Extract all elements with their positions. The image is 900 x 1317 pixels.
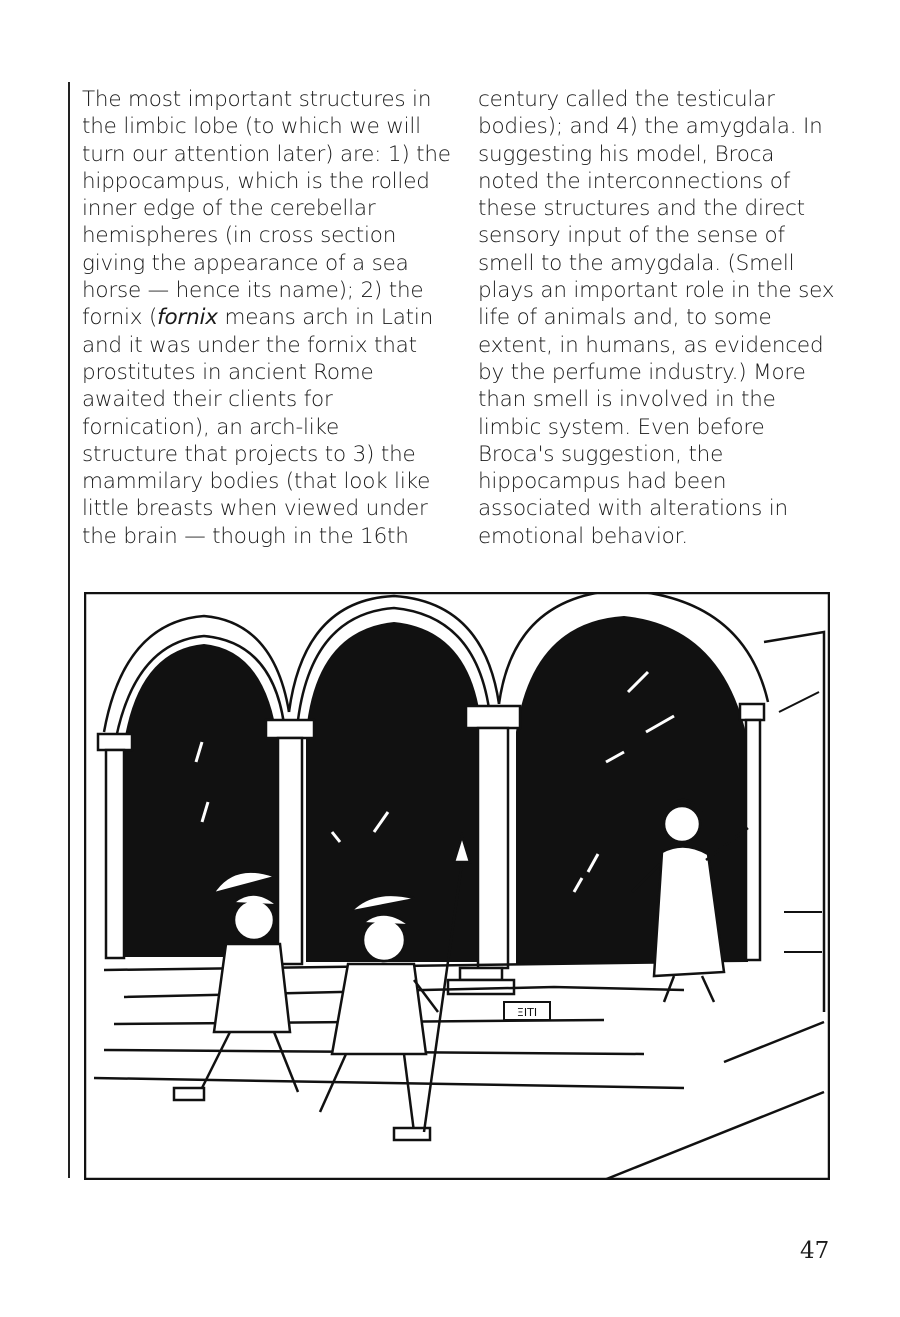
text-line: awaited their clients for bbox=[82, 387, 333, 413]
text-line: bodies); and 4) the amygdala. In bbox=[478, 114, 823, 140]
text-line: turn our attention later) are: 1) the bbox=[82, 141, 451, 167]
text-line: limbic system. Even before bbox=[478, 414, 765, 440]
text-line: suggesting his model, Broca bbox=[478, 141, 775, 167]
text-line: than smell is involved in the bbox=[478, 387, 776, 413]
text-line: sensory input of the sense of bbox=[478, 223, 785, 249]
text-line: inner edge of the cerebellar bbox=[82, 196, 376, 222]
text-line: emotional behavior. bbox=[478, 523, 688, 549]
text-column-right bbox=[478, 86, 840, 550]
text-line: noted the interconnections of bbox=[478, 168, 791, 194]
text-line: associated with alterations in bbox=[478, 496, 788, 522]
text-line: by the perfume industry.) More bbox=[478, 359, 806, 385]
dark-archways bbox=[124, 616, 748, 964]
italic-term: fornix bbox=[157, 305, 218, 331]
text-column-left bbox=[82, 86, 451, 550]
cartoon-roman-colonnade bbox=[84, 592, 830, 1180]
text-line: hippocampus had been bbox=[478, 469, 727, 495]
text-line: prostitutes in ancient Rome bbox=[82, 359, 374, 385]
text-line: smell to the amygdala. (Smell bbox=[478, 250, 795, 276]
text-line: horse — hence its name); 2) the bbox=[82, 278, 424, 304]
text-line: and it was under the fornix that bbox=[82, 332, 417, 358]
text-line: mammilary bodies (that look like bbox=[82, 469, 431, 495]
text-line: extent, in humans, as evidenced bbox=[478, 332, 824, 358]
text-line: fornix (fornix means arch in Latin bbox=[82, 305, 434, 331]
text-line: plays an important role in the sex bbox=[478, 278, 835, 304]
text-line: structure that projects to 3) the bbox=[82, 441, 416, 467]
text-line: Broca's suggestion, the bbox=[478, 441, 724, 467]
text-line: life of animals and, to some bbox=[478, 305, 772, 331]
page-number: 47 bbox=[800, 1238, 830, 1264]
text-line: the brain — though in the 16th bbox=[82, 523, 409, 549]
text-line: little breasts when viewed under bbox=[82, 496, 428, 522]
text-line: the limbic lobe (to which we will bbox=[82, 114, 421, 140]
text-line: century called the testicular bbox=[478, 87, 775, 112]
text-line: fornication), an arch-like bbox=[82, 414, 340, 440]
text-line: these structures and the direct bbox=[478, 196, 805, 222]
text-line: The most important structures in bbox=[82, 87, 432, 112]
sign-text: ΞΙΤΙ bbox=[516, 1006, 538, 1019]
text-line: giving the appearance of a sea bbox=[82, 250, 409, 276]
margin-rule bbox=[68, 82, 70, 1178]
text-line: hemispheres (in cross section bbox=[82, 223, 397, 249]
text-line: hippocampus, which is the rolled bbox=[82, 168, 430, 194]
